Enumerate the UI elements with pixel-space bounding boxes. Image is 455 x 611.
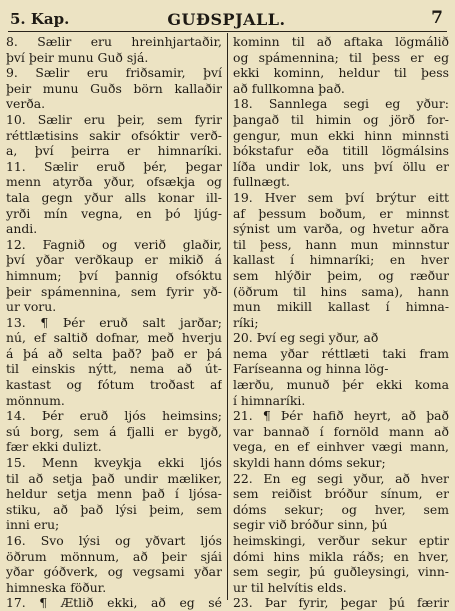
text-line: 16. Svo lýsi og yðvart ljós xyxy=(6,533,222,548)
text-line: ur til helvítis elds. xyxy=(233,579,347,595)
text-line: kallast í himnaríki; en hver xyxy=(233,252,449,268)
text-line: nema yðar réttlæti taki fram xyxy=(233,345,449,361)
text-line: (öðrum til hins sama), hann xyxy=(233,283,449,299)
text-line: líða undir lok, uns því öllu er xyxy=(233,158,449,174)
text-line: kominn til að aftaka lögmálið xyxy=(233,34,449,49)
page-number: 7 xyxy=(431,8,443,28)
text-line: segir við bróður sinn, þú xyxy=(233,517,388,533)
text-line: 22. En eg segi yður, að hver xyxy=(233,470,449,486)
header-rule xyxy=(8,31,447,32)
text-line: sem segir, þú guðleysingi, vinn- xyxy=(233,564,449,580)
text-line: 21. ¶ Þér hafið heyrt, að það xyxy=(233,408,449,424)
text-line: 19. Hver sem því brýtur eitt xyxy=(233,189,449,205)
text-line: menn atyrða yður, ofsækja og xyxy=(6,174,222,190)
text-line: 13. ¶ Þér eruð salt jarðar; xyxy=(6,314,222,330)
text-line: 17. ¶ Ætlið ekki, að eg sé xyxy=(6,595,222,611)
text-line: því þeir munu Guð sjá. xyxy=(6,49,149,65)
text-line: vega, en ef einhver vægi mann, xyxy=(233,439,449,455)
text-line: andi. xyxy=(6,221,38,237)
text-line: sem hlýðir þeim, og ræður xyxy=(233,267,449,283)
text-line: þeir munu Guðs börn kallaðir xyxy=(6,80,222,96)
text-line: yrði mín vegna, en þó ljúg- xyxy=(6,205,222,221)
text-line: kastast og fótum troðast af xyxy=(6,377,222,393)
text-line: mönnum. xyxy=(6,392,65,408)
text-line: til einskis nýtt, nema að út- xyxy=(6,361,222,377)
text-line: að fullkomna það. xyxy=(233,80,345,96)
text-line: ríki; xyxy=(233,314,259,330)
text-line: tala gegn yður alls konar ill- xyxy=(6,189,222,205)
text-line: stiku, að það lýsi þeim, sem xyxy=(6,501,222,517)
text-line: til þess, hann mun minnstur xyxy=(233,236,449,252)
text-line: gengur, mun ekki hinn minnsti xyxy=(233,127,449,143)
text-line: ur voru. xyxy=(6,299,57,315)
text-line: Faríseanna og hinna lög- xyxy=(233,361,389,377)
running-header xyxy=(10,8,443,30)
text-line: sem reiðist bróður sínum, er xyxy=(233,486,449,502)
text-line: heimskingi, verður sekur eptir xyxy=(233,533,449,548)
text-line: af þessum boðum, er minnst xyxy=(233,205,449,221)
text-line: 15. Menn kveykja ekki ljós xyxy=(6,455,222,471)
text-line: 8. Sælir eru hreinhjartaðir, xyxy=(6,34,222,49)
right-column xyxy=(233,34,449,611)
text-line: í himnaríki. xyxy=(233,392,306,408)
text-line: 10. Sælir eru þeir, sem fyrir xyxy=(6,111,222,127)
text-line: því yðar verðkaup er mikið á xyxy=(6,252,222,268)
running-title: GUÐSPJALL. xyxy=(167,10,286,29)
text-line: 14. Þér eruð ljós heimsins; xyxy=(6,408,222,424)
text-line: 18. Sannlega segi eg yður: xyxy=(233,96,449,112)
text-line: dóms sekur; og hver, sem xyxy=(233,501,449,517)
text-line: þeir spámennina, sem fyrir yð- xyxy=(6,283,222,299)
text-line: 20. Því eg segi yður, að xyxy=(233,330,379,346)
text-line: 9. Sælir eru friðsamir, því xyxy=(6,65,222,81)
column-divider xyxy=(227,33,228,600)
text-line: 12. Fagnið og verið glaðir, xyxy=(6,236,222,252)
text-line: lærðu, munuð þér ekki koma xyxy=(233,377,449,393)
text-line: sú borg, sem á fjalli er bygð, xyxy=(6,423,222,439)
text-line: og spámennina; til þess er eg xyxy=(233,49,449,65)
text-line: ekki kominn, heldur til þess xyxy=(233,65,449,81)
left-column xyxy=(6,34,222,611)
text-line: dómi hins mikla ráðs; en hver, xyxy=(233,548,449,564)
text-line: verða. xyxy=(6,96,46,112)
text-line: þangað til himin og jörð for- xyxy=(233,111,449,127)
text-line: nú, ef saltið dofnar, með hverju xyxy=(6,330,222,346)
chapter-label: 5. Kap. xyxy=(10,10,70,28)
text-line: sýnist um varða, og hvetur aðra xyxy=(233,221,449,237)
text-line: 11. Sælir eruð þér, þegar xyxy=(6,158,222,174)
text-line: a, því þeirra er himnaríki. xyxy=(6,143,222,159)
text-line: réttlætisins sakir ofsóktir verð- xyxy=(6,127,222,143)
text-line: skyldi hann dóms sekur; xyxy=(233,455,386,471)
text-line: fullnægt. xyxy=(233,174,290,190)
text-line: fær ekki dulizt. xyxy=(6,439,102,455)
text-line: heldur setja menn það í ljósa- xyxy=(6,486,222,502)
text-line: yðar góðverk, og vegsami yðar xyxy=(6,564,222,580)
text-line: á þá að selta það? það er þá xyxy=(6,345,222,361)
text-line: til að setja það undir mæliker, xyxy=(6,470,222,486)
text-line: var bannað í fornöld mann að xyxy=(233,423,449,439)
text-line: bókstafur eða titill lögmálsins xyxy=(233,143,449,159)
text-line: öðrum mönnum, að þeir sjái xyxy=(6,548,222,564)
text-line: inni eru; xyxy=(6,517,60,533)
text-line: himneska föður. xyxy=(6,579,107,595)
text-line: mun mikill kallast í himna- xyxy=(233,299,449,315)
text-line: 23. Þar fyrir, þegar þú færir xyxy=(233,595,449,611)
text-line: himnum; því þannig ofsóktu xyxy=(6,267,222,283)
